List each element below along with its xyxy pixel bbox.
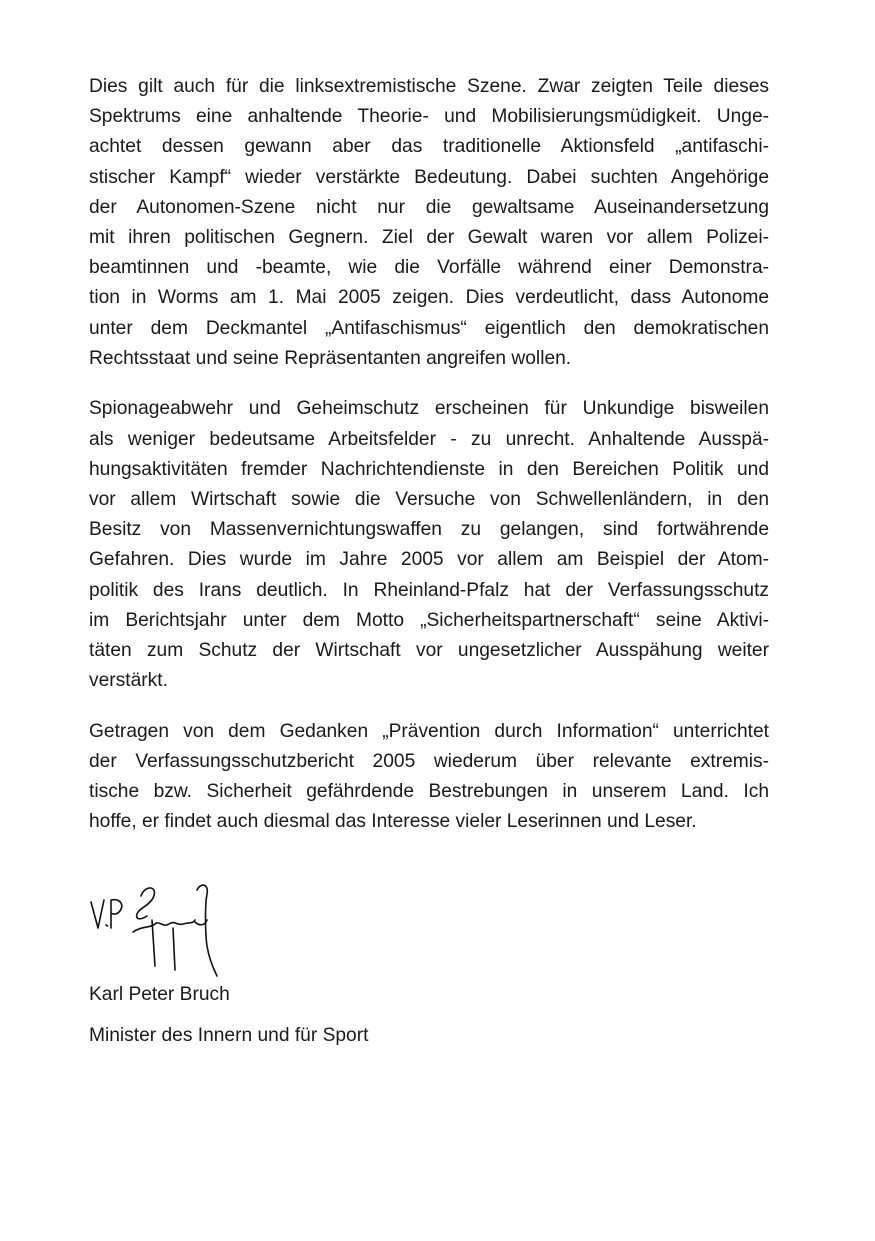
- text-line: Rechtsstaat und seine Repräsentanten angreifen wollen.: [89, 347, 572, 369]
- text-line: als weniger bedeutsame Arbeitsfelder - zu unrecht. Anhaltende Ausspä-: [89, 428, 769, 450]
- signatory-title: Minister des Innern und für Sport: [89, 1025, 369, 1046]
- text-line: stischer Kampf“ wieder verstärkte Bedeutung. Dabei suchten Angehörige: [89, 166, 769, 188]
- text-line: unter dem Deckmantel „Antifaschismus“ eigentlich den demokratischen: [89, 317, 769, 339]
- text-line: verstärkt.: [89, 670, 168, 692]
- text-line: Besitz von Massenvernichtungswaffen zu gelangen, sind fortwährende: [89, 519, 769, 541]
- text-line: Spionageabwehr und Geheimschutz erscheinen für Unkundige bisweilen: [89, 398, 769, 420]
- text-line: täten zum Schutz der Wirtschaft vor ungesetzlicher Ausspähung weiter: [89, 639, 769, 661]
- signatory-name: Karl Peter Bruch: [89, 984, 230, 1005]
- text-line: hungsaktivitäten fremder Nachrichtendienste in den Bereichen Politik und: [89, 458, 769, 480]
- text-line: der Verfassungsschutzbericht 2005 wiederum über relevante extremis-: [89, 750, 769, 772]
- paragraph-3: [89, 717, 769, 838]
- handwritten-signature: [89, 880, 229, 980]
- text-line: tion in Worms am 1. Mai 2005 zeigen. Dies verdeutlicht, dass Autonome: [89, 287, 769, 309]
- paragraph-1: [89, 72, 769, 374]
- text-line: vor allem Wirtschaft sowie die Versuche von Schwellenländern, in den: [89, 488, 769, 510]
- text-line: Gefahren. Dies wurde im Jahre 2005 vor allem am Beispiel der Atom-: [89, 549, 769, 571]
- text-line: Dies gilt auch für die linksextremistische Szene. Zwar zeigten Teile dieses: [89, 76, 769, 97]
- text-line: Getragen von dem Gedanken „Prävention durch Information“ unterrichtet: [89, 720, 769, 742]
- text-line: im Berichtsjahr unter dem Motto „Sicherheitspartnerschaft“ seine Aktivi-: [89, 609, 769, 631]
- text-line: tische bzw. Sicherheit gefährdende Bestrebungen in unserem Land. Ich: [89, 781, 769, 803]
- text-line: mit ihren politischen Gegnern. Ziel der Gewalt waren vor allem Polizei-: [89, 226, 769, 248]
- text-line: hoffe, er findet auch diesmal das Interesse vieler Leserinnen und Leser.: [89, 811, 697, 833]
- paragraph-2: [89, 394, 769, 696]
- text-line: Spektrums eine anhaltende Theorie- und Mobilisierungsmüdigkeit. Unge-: [89, 106, 769, 128]
- text-line: politik des Irans deutlich. In Rheinland-Pfalz hat der Verfassungsschutz: [89, 579, 769, 601]
- text-line: der Autonomen-Szene nicht nur die gewaltsame Auseinandersetzung: [89, 196, 769, 218]
- document-body: [89, 72, 769, 838]
- text-line: beamtinnen und -beamte, wie die Vorfälle während einer Demonstra-: [89, 257, 769, 279]
- text-line: achtet dessen gewann aber das traditionelle Aktionsfeld „antifaschi-: [89, 136, 769, 158]
